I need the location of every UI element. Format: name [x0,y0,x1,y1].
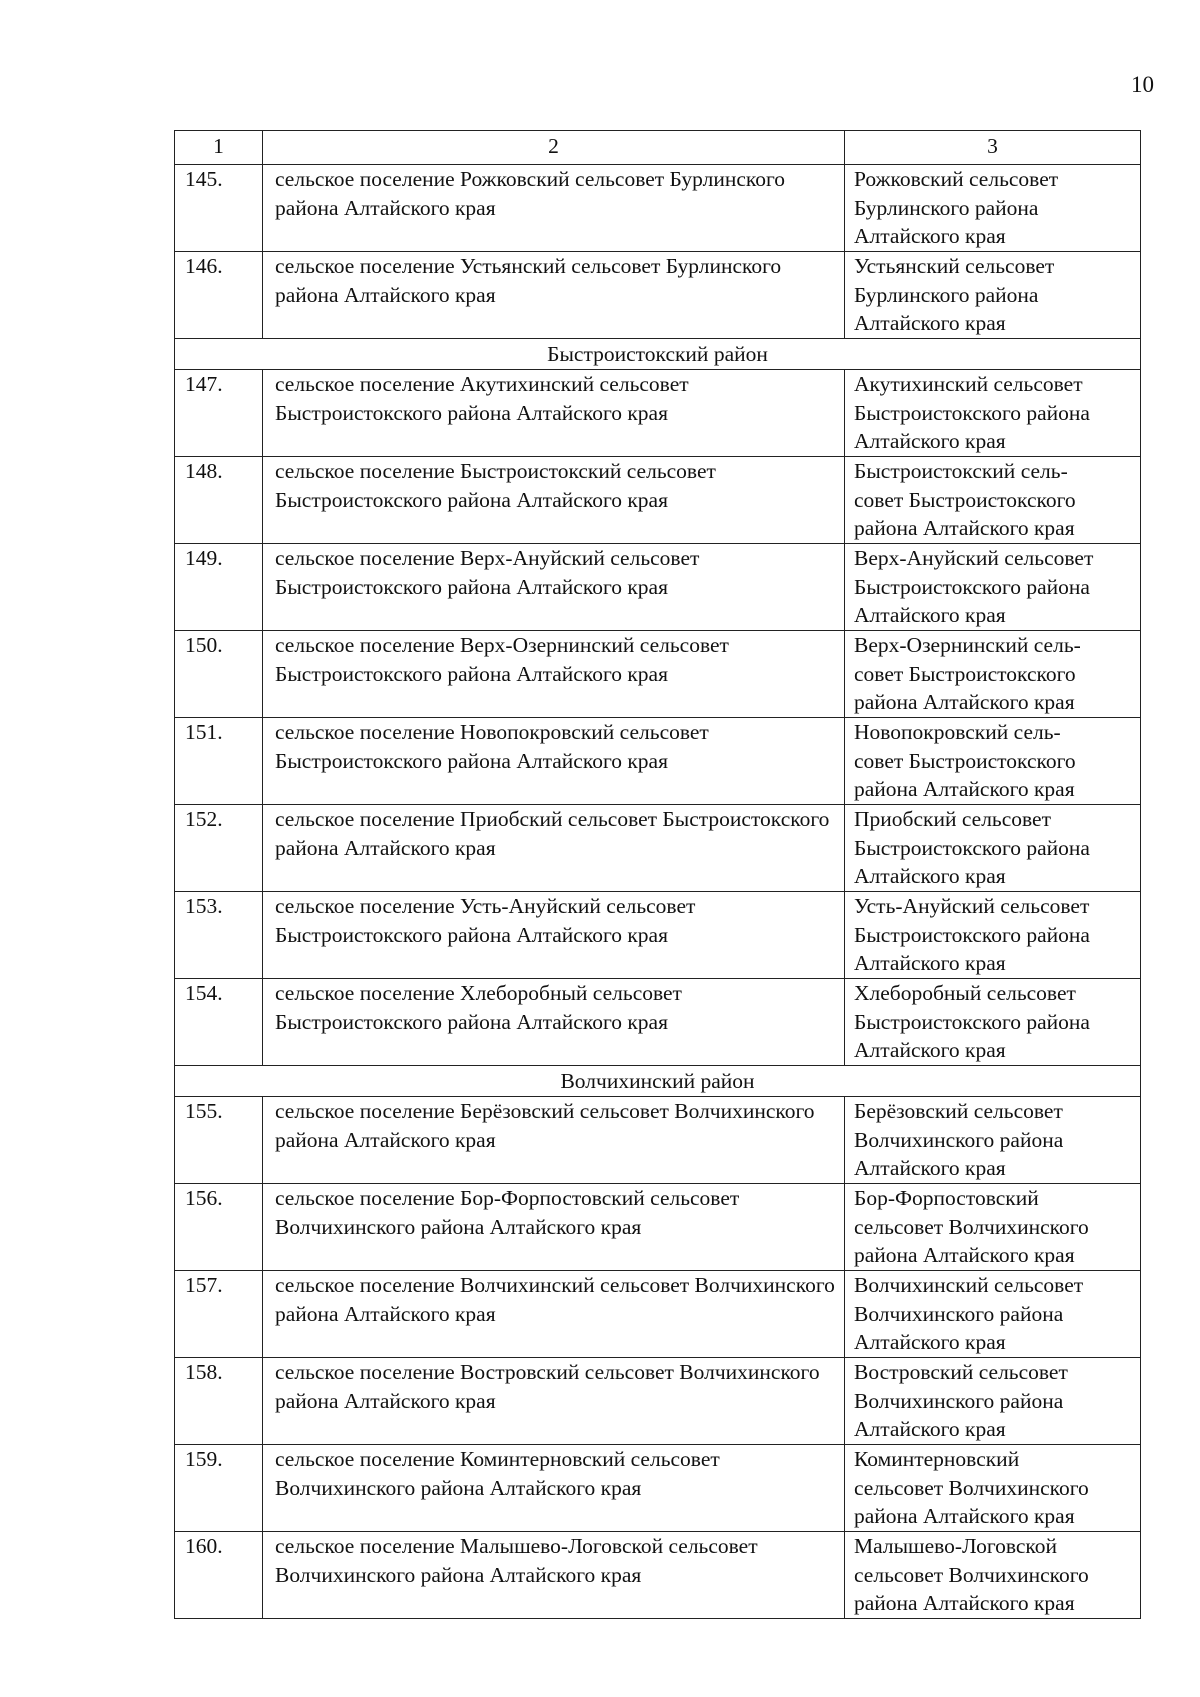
settlement-name: сельское поселение Бор-Форпостовский сельсовет Волчихинского района Алтайского края [263,1184,845,1271]
table-row [175,1445,1141,1532]
settlement-name: сельское поселение Рожковский сельсовет Бурлинского района Алтайского края [263,165,845,252]
council-name [845,718,1141,805]
council-name-line: Волчихинского района [854,1127,1064,1152]
council-name-line: Берёзовский сельсовет [854,1099,1063,1123]
table-row [175,544,1141,631]
council-name-line: Волчихинский сельсовет [854,1273,1084,1297]
council-name [845,1271,1141,1358]
council-name-line: района Алтайского края [854,1504,1075,1529]
council-name-line: Бурлинского района [854,195,1039,220]
row-number: 151. [175,718,263,805]
settlement-name: сельское поселение Приобский сельсовет Быстроистокского района Алтайского края [263,805,845,892]
council-name [845,1184,1141,1271]
council-name-line: Верх-Озернинский сель- [854,633,1081,657]
row-number: 156. [175,1184,263,1271]
council-name-line: Приобский сельсовет [854,807,1051,831]
council-name-line: Быстроистокского района [854,574,1090,599]
settlement-name: сельское поселение Коминтерновский сельсовет Волчихинского района Алтайского края [263,1445,845,1532]
council-name-line: Бурлинского района [854,282,1039,307]
table-row [175,631,1141,718]
council-name [845,252,1141,339]
row-number: 159. [175,1445,263,1532]
council-name-line: сельсовет Волчихинского [854,1214,1089,1239]
column-header-number: 1 [175,131,263,165]
council-name-line: Алтайского края [854,1330,1006,1355]
council-name-line: Быстроистокского района [854,400,1090,425]
settlement-name: сельское поселение Верх-Ануйский сельсовет Быстроистокского района Алтайского края [263,544,845,631]
council-name-line: Коминтерновский [854,1447,1020,1471]
council-name-line: совет Быстроистокского [854,661,1076,686]
council-name-line: Малышево-Логовской [854,1534,1058,1558]
row-number: 150. [175,631,263,718]
settlement-name: сельское поселение Волчихинский сельсовет Волчихинского района Алтайского края [263,1271,845,1358]
row-number: 145. [175,165,263,252]
row-number: 158. [175,1358,263,1445]
column-header-settlement: 2 [263,131,845,165]
settlement-name: сельское поселение Малышево-Логовской сельсовет Волчихинского района Алтайского края [263,1532,845,1619]
settlement-name: сельское поселение Верх-Озернинский сельсовет Быстроистокского района Алтайского края [263,631,845,718]
council-name-line: Востровский сельсовет [854,1360,1068,1384]
row-number: 152. [175,805,263,892]
council-name-line: Быстроистокского района [854,1009,1090,1034]
council-name [845,165,1141,252]
council-name [845,457,1141,544]
row-number: 146. [175,252,263,339]
council-name-line: Усть-Ануйский сельсовет [854,894,1090,918]
council-name [845,631,1141,718]
row-number: 157. [175,1271,263,1358]
council-name-line: района Алтайского края [854,516,1075,541]
council-name-line: Алтайского края [854,1038,1006,1063]
row-number: 160. [175,1532,263,1619]
settlements-table [174,130,1141,1619]
council-name-line: совет Быстроистокского [854,487,1076,512]
council-name-line: Алтайского края [854,429,1006,454]
council-name-line: сельсовет Волчихинского [854,1562,1089,1587]
council-name-line: района Алтайского края [854,1243,1075,1268]
settlement-name: сельское поселение Устьянский сельсовет Бурлинского района Алтайского края [263,252,845,339]
council-name-line: совет Быстроистокского [854,748,1076,773]
row-number: 149. [175,544,263,631]
council-name-line: Быстроистокского района [854,922,1090,947]
council-name [845,1097,1141,1184]
table-row [175,1097,1141,1184]
district-heading: Быстроистокский район [175,339,1141,370]
council-name-line: Алтайского края [854,311,1006,336]
table-body [175,165,1141,1619]
council-name-line: Верх-Ануйский сельсовет [854,546,1094,570]
council-name-line: сельсовет Волчихинского [854,1475,1089,1500]
settlement-name: сельское поселение Быстроистокский сельсовет Быстроистокского района Алтайского края [263,457,845,544]
column-header-council: 3 [845,131,1141,165]
row-number: 148. [175,457,263,544]
table-row [175,1271,1141,1358]
council-name-line: Волчихинского района [854,1388,1064,1413]
council-name-line: Алтайского края [854,1156,1006,1181]
settlement-name: сельское поселение Востровский сельсовет Волчихинского района Алтайского края [263,1358,845,1445]
table-header-row [175,131,1141,165]
council-name-line: Быстроистокский сель- [854,459,1068,483]
table-row [175,1184,1141,1271]
district-heading-row [175,1066,1141,1097]
council-name-line: Алтайского края [854,603,1006,628]
table-row [175,252,1141,339]
council-name-line: Быстроистокского района [854,835,1090,860]
council-name-line: Волчихинского района [854,1301,1064,1326]
table-row [175,457,1141,544]
council-name [845,1532,1141,1619]
council-name-line: Новопокровский сель- [854,720,1061,744]
row-number: 147. [175,370,263,457]
council-name-line: Рожковский сельсовет [854,167,1059,191]
table-row [175,979,1141,1066]
council-name [845,979,1141,1066]
row-number: 155. [175,1097,263,1184]
row-number: 153. [175,892,263,979]
council-name-line: Алтайского края [854,224,1006,249]
settlement-name: сельское поселение Берёзовский сельсовет Волчихинского района Алтайского края [263,1097,845,1184]
council-name-line: района Алтайского края [854,777,1075,802]
row-number: 154. [175,979,263,1066]
council-name [845,1358,1141,1445]
district-heading-row [175,339,1141,370]
settlement-name: сельское поселение Акутихинский сельсовет Быстроистокского района Алтайского края [263,370,845,457]
settlement-name: сельское поселение Усть-Ануйский сельсовет Быстроистокского района Алтайского края [263,892,845,979]
council-name [845,370,1141,457]
table-row [175,892,1141,979]
council-name-line: Акутихинский сельсовет [854,372,1083,396]
council-name-line: Алтайского края [854,951,1006,976]
council-name-line: Алтайского края [854,1417,1006,1442]
council-name [845,892,1141,979]
table-row [175,805,1141,892]
table-row [175,1358,1141,1445]
council-name [845,1445,1141,1532]
council-name-line: Устьянский сельсовет [854,254,1055,278]
council-name [845,544,1141,631]
council-name-line: Алтайского края [854,864,1006,889]
table-row [175,718,1141,805]
settlement-name: сельское поселение Новопокровский сельсовет Быстроистокского района Алтайского края [263,718,845,805]
settlement-name: сельское поселение Хлеборобный сельсовет Быстроистокского района Алтайского края [263,979,845,1066]
council-name-line: района Алтайского края [854,1591,1075,1616]
council-name-line: Бор-Форпостовский [854,1186,1039,1210]
council-name-line: Хлеборобный сельсовет [854,981,1076,1005]
council-name-line: района Алтайского края [854,690,1075,715]
page-number: 10 [1131,72,1154,97]
table-row [175,370,1141,457]
table-row [175,165,1141,252]
district-heading: Волчихинский район [175,1066,1141,1097]
table-row [175,1532,1141,1619]
council-name [845,805,1141,892]
